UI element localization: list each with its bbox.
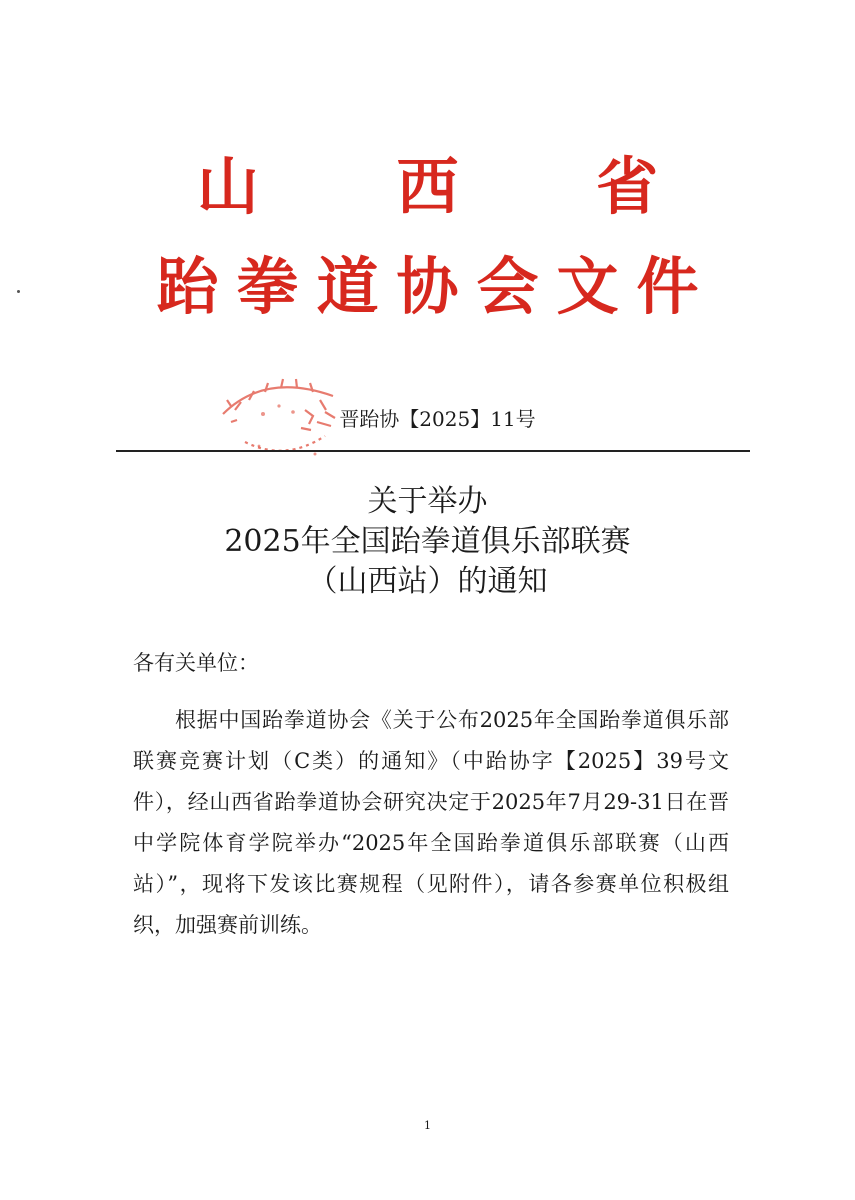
title-line-2: 2025年全国跆拳道俱乐部联赛 [224,524,631,559]
header-divider [116,450,750,452]
notice-title [0,482,855,602]
body-paragraph: 根据中国跆拳道协会《关于公布2025年全国跆拳道俱乐部联赛竞赛计划（C类）的通知》（中跆协字【2025】39号文件），经山西省跆拳道协会研究决定于2025年7月29-31日在晋中学院体育学院举办“2025年全国跆拳道俱乐部联赛（山西站）”，现将下发该比赛规程（见附件），请各参赛单位积极组织，加强赛前训练。 [133,708,729,937]
header-title-province: 山 西 省 [196,150,717,223]
title-line-3: （山西站）的通知 [307,564,548,599]
header-title-association: 跆拳道协会文件 [156,250,717,323]
document-number: 晋跆协【2025】11号 [339,407,536,431]
page-number: 1 [424,1119,431,1132]
salutation: 各有关单位： [133,651,259,675]
scan-speck [17,290,20,293]
title-line-1: 关于举办 [367,484,488,519]
